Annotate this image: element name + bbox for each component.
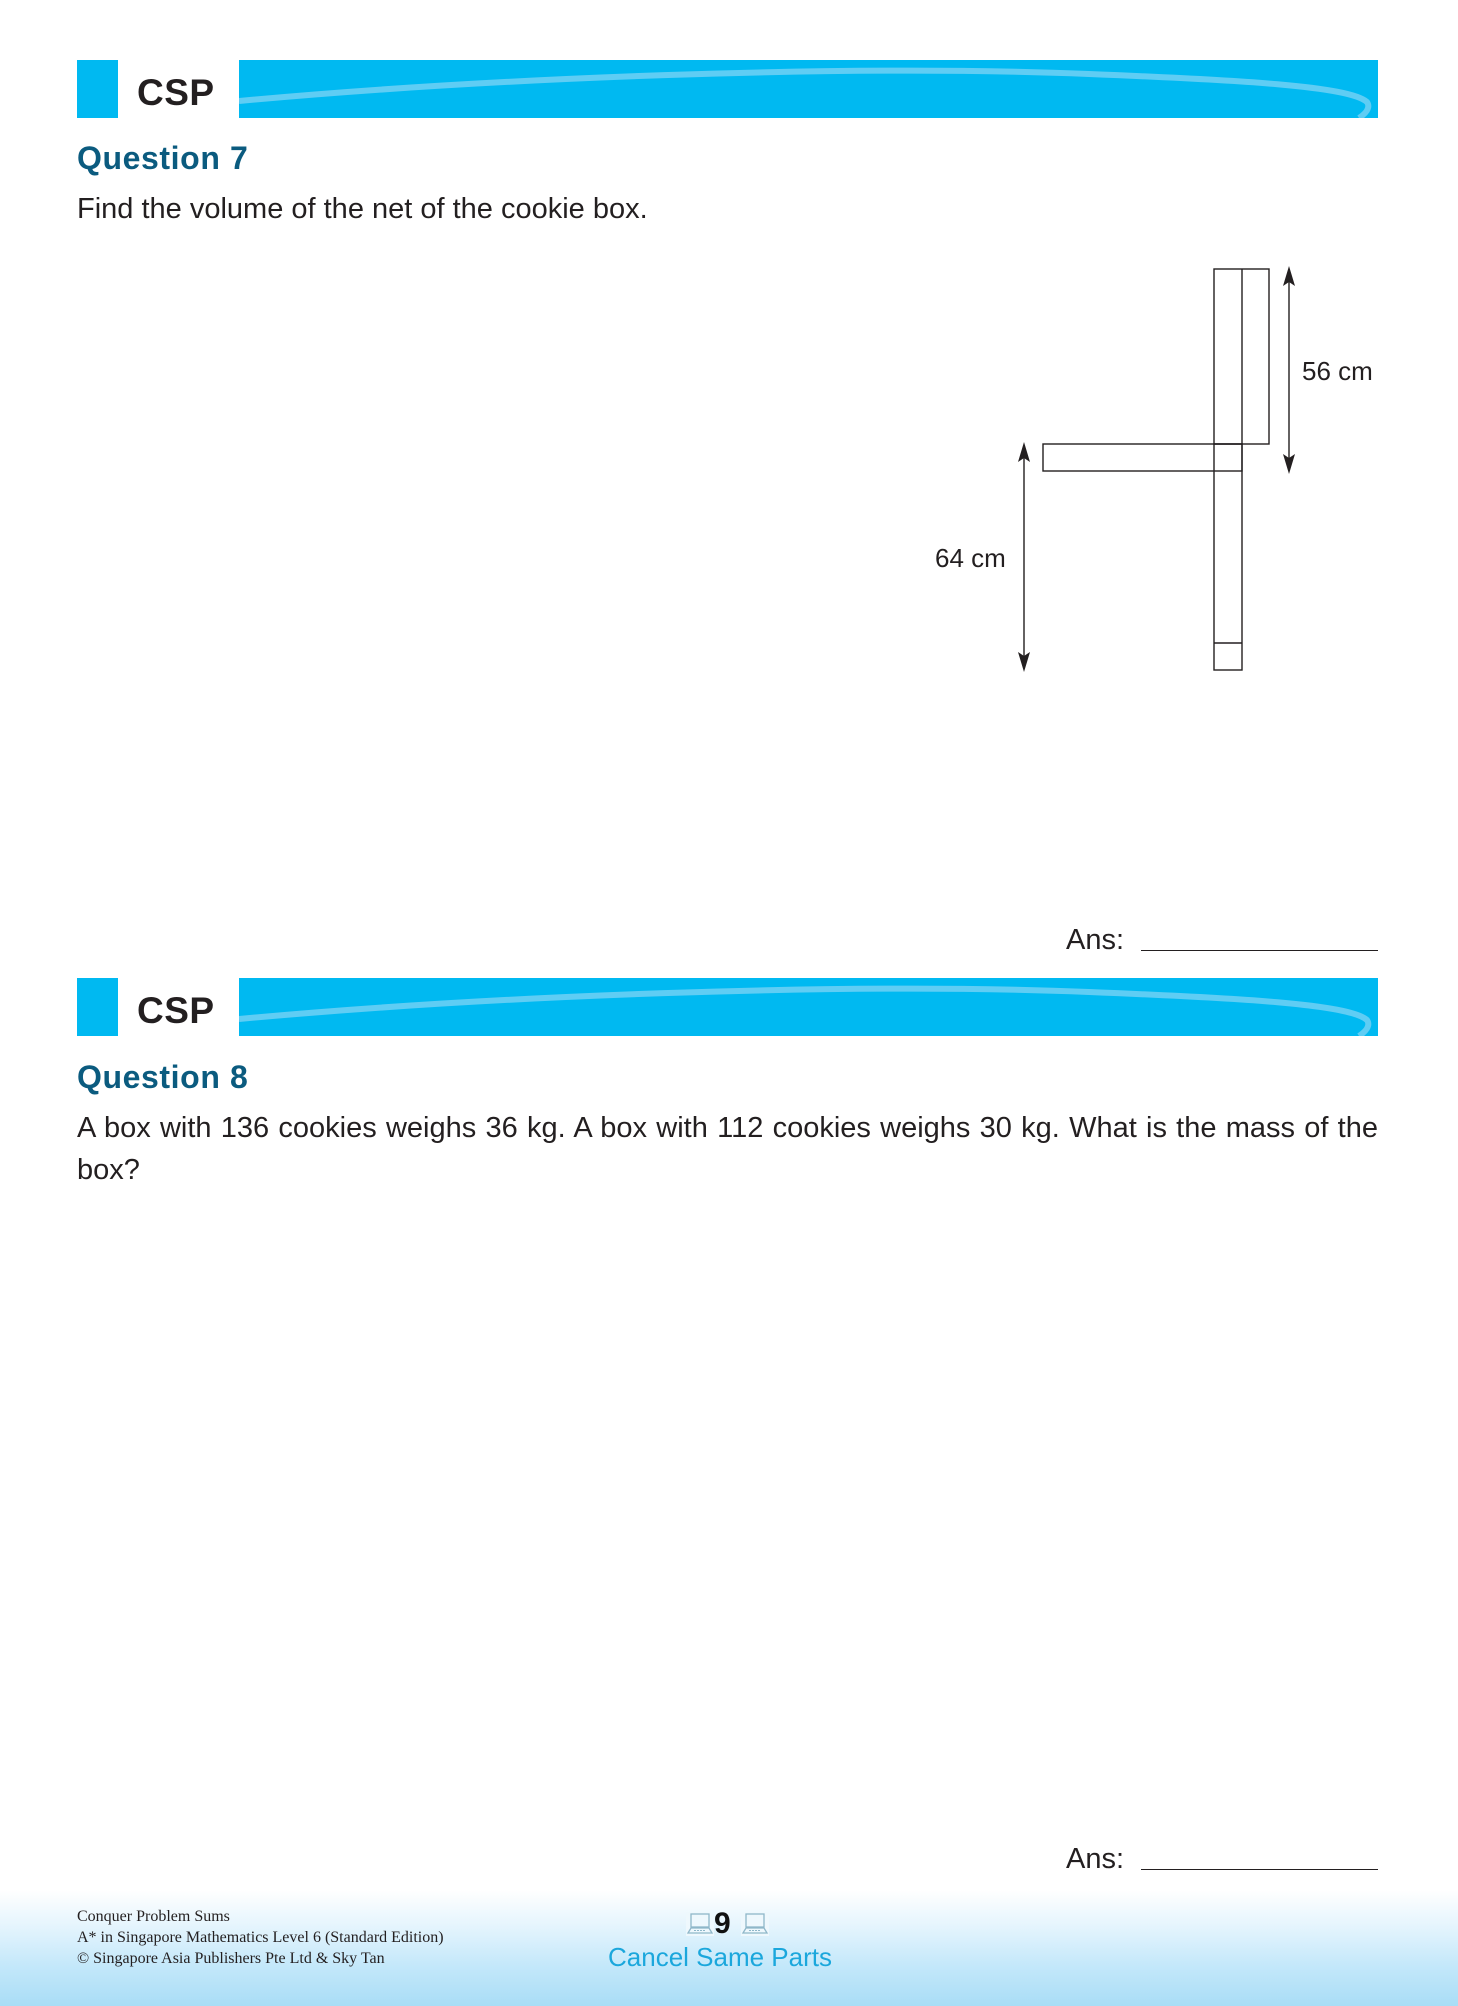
dimension-arrow-64 <box>1018 442 1030 672</box>
banner-marker <box>77 978 118 1036</box>
banner-bar <box>239 978 1378 1036</box>
question-title: Question 8 <box>77 1059 249 1095</box>
book-title: Conquer Problem Sums <box>77 1908 230 1925</box>
book-info <box>77 1906 444 1969</box>
answer-blank[interactable] <box>1141 1869 1378 1870</box>
answer-blank[interactable] <box>1141 950 1378 951</box>
chapter-title: Cancel Same Parts <box>608 1942 832 1972</box>
section-label: CSP <box>137 990 215 1031</box>
box-net-diagram <box>0 0 1458 720</box>
answer-label: Ans: <box>1066 1843 1125 1875</box>
book-series: A* in Singapore Mathematics Level 6 (Standard Edition) <box>77 1929 444 1946</box>
question-text: A box with 136 cookies weighs 36 kg. A box with 112 cookies weighs 30 kg. What is the mass of the box? <box>77 1112 1378 1186</box>
copyright: © Singapore Asia Publishers Pte Ltd & Sky Tan <box>77 1950 385 1967</box>
question-text: Find the volume of the net of the cookie box. <box>77 193 648 225</box>
laptop-icon <box>686 1912 714 1936</box>
laptop-icon <box>741 1912 769 1936</box>
dimension-label-bottom: 64 cm <box>935 543 1006 573</box>
question-title: Question 7 <box>77 140 249 176</box>
banner-swoosh <box>239 978 1378 1036</box>
dimension-arrow-56 <box>1283 266 1295 474</box>
net-face-left-arm <box>1043 444 1242 471</box>
dimension-label-top: 56 cm <box>1302 356 1373 386</box>
net-face-bottom <box>1214 444 1242 670</box>
page-number: 9 <box>714 1907 731 1940</box>
answer-label: Ans: <box>1066 924 1125 956</box>
section-label: CSP <box>137 72 215 113</box>
